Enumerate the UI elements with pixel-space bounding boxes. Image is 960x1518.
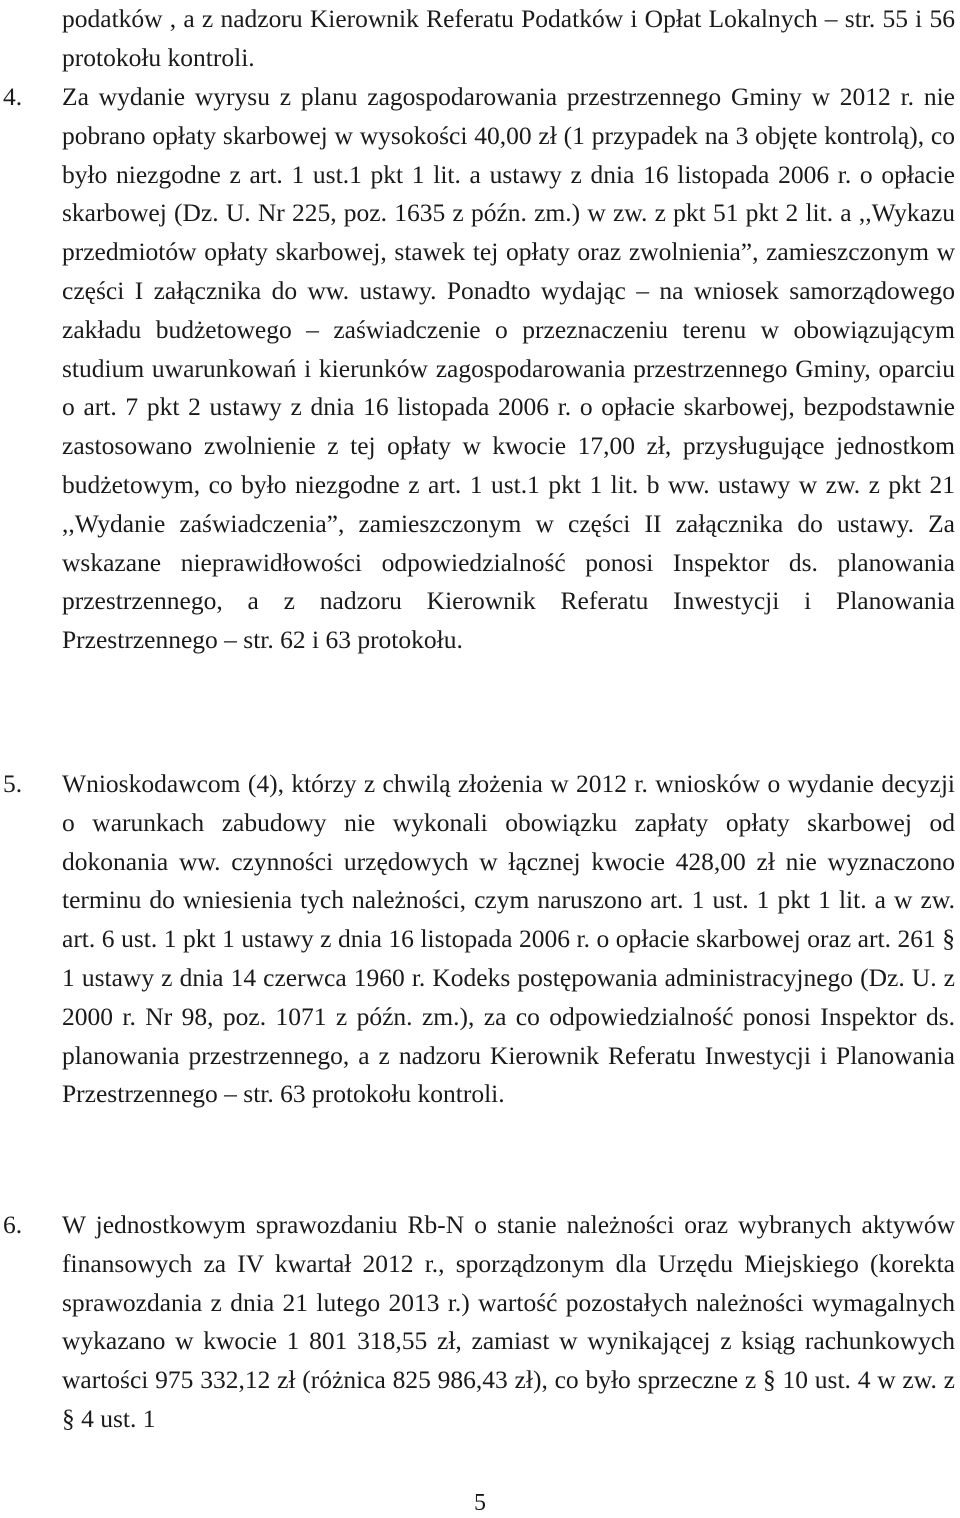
list-item-6 — [0, 1206, 955, 1439]
list-item-number: 4. — [3, 82, 23, 111]
list-item-text: Za wydanie wyrysu z planu zagospodarowania przestrzennego Gminy w 2012 r. nie pobrano opłaty skarbowej w wysokości 40,00 zł (1 przypadek na 3 objęte kontrolą), co było niezgodne z art. 1 ust.1 pkt 1 lit. a ustawy z dnia 16 listopada 2006 r. o opłacie skarbowej (Dz. U. Nr 225, poz. 1635 z późn. zm.) w zw. z pkt 51 pkt 2 lit. a ,,Wykazu przedmiotów opłaty skarbowej, stawek tej opłaty oraz zwolnienia”, zamieszczonym w części I załącznika do ww. ustawy. Ponadto wydając – na wniosek samorządowego zakładu budżetowego – zaświadczenie o przeznaczeniu terenu w obowiązującym studium uwarunkowań i kierunków zagospodarowania przestrzennego Gminy, oparciu o art. 7 pkt 2 ustawy z dnia 16 listopada 2006 r. o opłacie skarbowej, bezpodstawnie zastosowano zwolnienie z tej opłaty w kwocie 17,00 zł, przysługujące jednostkom budżetowym, co było niezgodne z art. 1 ust.1 pkt 1 lit. b ww. ustawy w zw. z pkt 21 ,,Wydanie zaświadczenia”, zamieszczonym w części II załącznika do ustawy. Za wskazane nieprawidłowości odpowiedzialność ponosi Inspektor ds. planowania przestrzennego, a z nadzoru Kierownik Referatu Inwestycji i Planowania Przestrzennego – str. 62 i 63 protokołu. — [62, 82, 955, 655]
list-item-number: 6. — [3, 1210, 23, 1239]
list-item-text: Wnioskodawcom (4), którzy z chwilą złożenia w 2012 r. wniosków o wydanie decyzji o warunkach zabudowy nie wykonali obowiązku zapłaty opłaty skarbowej od dokonania ww. czynności urzędowych w łącznej kwocie 428,00 zł nie wyznaczono terminu do wniesienia tych należności, czym naruszono art. 1 ust. 1 pkt 1 lit. a w zw. art. 6 ust. 1 pkt 1 ustawy z dnia 16 listopada 2006 r. o opłacie skarbowej oraz art. 261 § 1 ustawy z dnia 14 czerwca 1960 r. Kodeks postępowania administracyjnego (Dz. U. z 2000 r. Nr 98, poz. 1071 z późn. zm.), za co odpowiedzialność ponosi Inspektor ds. planowania przestrzennego, a z nadzoru Kierownik Referatu Inwestycji i Planowania Przestrzennego – str. 63 protokołu kontroli. — [62, 769, 955, 1109]
page-number: 5 — [474, 1490, 486, 1516]
continuation-paragraph: podatków , a z nadzoru Kierownik Referatu Podatków i Opłat Lokalnych – str. 55 i 56 protokołu kontroli. — [62, 4, 955, 72]
list-item-text: W jednostkowym sprawozdaniu Rb-N o stanie należności oraz wybranych aktywów finansowych za IV kwartał 2012 r., sporządzonym dla Urzędu Miejskiego (korekta sprawozdania z dnia 21 lutego 2013 r.) wartość pozostałych należności wymagalnych wykazano w kwocie 1 801 318,55 zł, zamiast w wynikającej z ksiąg rachunkowych wartości 975 332,12 zł (różnica 825 986,43 zł), co było sprzeczne z § 10 ust. 4 w zw. z § 4 ust. 1 — [62, 1210, 955, 1433]
list-item-5 — [0, 765, 955, 1114]
list-item-4 — [0, 78, 955, 660]
list-item-number: 5. — [3, 769, 23, 798]
